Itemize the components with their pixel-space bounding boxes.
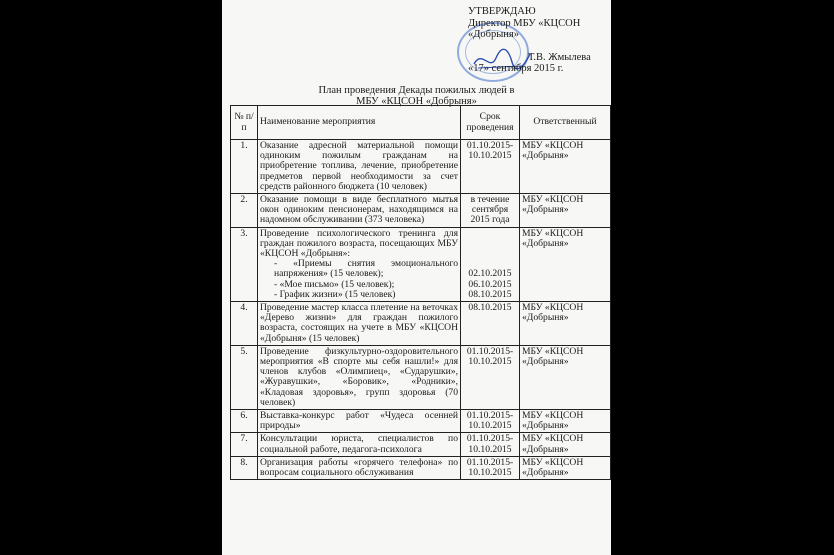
row-name: Оказание адресной материальной помощи одиноким пожилым гражданам на приобретение топлива, лечение, приобретение предметов первой необходимости за счет средств районного бюджета (10 человек)	[258, 140, 461, 194]
row-responsible: МБУ «КЦСОН «Добрыня»	[520, 433, 611, 456]
row-date: 01.10.2015-10.10.2015	[461, 433, 520, 456]
row-subitem: - «Приемы снятия эмоционального напряжения» (15 человек);	[274, 258, 458, 280]
title-line-2: МБУ «КЦСОН «Добрыня»	[356, 96, 477, 107]
approval-org: «Добрыня»	[468, 29, 520, 40]
row-number: 8.	[231, 456, 258, 479]
row-number: 2.	[231, 194, 258, 228]
row-date: 01.10.2015-10.10.2015	[461, 410, 520, 433]
row-responsible: МБУ «КЦСОН «Добрыня»	[520, 194, 611, 228]
row-date: в течение сентября 2015 года	[461, 194, 520, 228]
row-responsible: МБУ «КЦСОН «Добрыня»	[520, 302, 611, 346]
row-name-intro: Проведение психологического тренинга для граждан пожилого возраста, посещающих МБУ «КЦСОН «Добрыня»:	[260, 227, 458, 260]
row-subitem: - График жизни» (15 человек)	[274, 288, 396, 300]
row-date: 08.10.2015	[468, 288, 512, 300]
row-date: 06.10.2015	[468, 278, 512, 290]
approval-position: Директор МБУ «КЦСОН	[468, 17, 581, 29]
header-responsible: Ответственный	[520, 106, 611, 140]
header-date: Срок проведения	[461, 106, 520, 140]
row-date: 01.10.2015-10.10.2015	[461, 456, 520, 479]
table-row	[231, 433, 611, 456]
row-number: 6.	[231, 410, 258, 433]
header-number: № п/п	[231, 106, 258, 140]
document-page	[222, 0, 611, 555]
table-row	[231, 302, 611, 346]
row-subitem: - «Мое письмо» (15 человек);	[274, 278, 395, 290]
row-name: Проведение физкультурно-оздоровительного мероприятия «В спорте мы себя нашли!» для членов клубов «Олимпиец», «Сударушки», «Журавушки», «Боровик», «Родники», «Кладовая здоровья», групп здоровья (70 человек)	[258, 345, 461, 409]
approval-date: «17» сентября 2015 г.	[468, 63, 564, 74]
title-line-1: План проведения Декады пожилых людей в	[318, 85, 515, 96]
table-row	[231, 140, 611, 194]
row-name: Выставка-конкурс работ «Чудеса осенней природы»	[258, 410, 461, 433]
approval-heading: УТВЕРЖДАЮ	[468, 6, 536, 17]
row-date: 01.10.2015-10.10.2015	[461, 345, 520, 409]
row-number: 3.	[231, 227, 258, 301]
approval-signer: Т.В. Жмылева	[528, 51, 591, 63]
table-header-row	[231, 106, 611, 140]
row-date: 01.10.2015-10.10.2015	[461, 140, 520, 194]
row-name: Консультации юриста, специалистов по социальной работе, педагога-психолога	[258, 433, 461, 456]
events-table	[230, 105, 611, 480]
row-date: 08.10.2015	[461, 302, 520, 346]
row-name: Оказание помощи в виде бесплатного мытья окон одиноким пенсионерам, находящимся на надомном обслуживании (373 человека)	[258, 194, 461, 228]
row-number: 4.	[231, 302, 258, 346]
table-row	[231, 345, 611, 409]
row-responsible: МБУ «КЦСОН «Добрыня»	[520, 345, 611, 409]
row-number: 1.	[231, 140, 258, 194]
row-name: Проведение мастер класса плетение на веточках «Дерево жизни» для граждан пожилого возраста, состоящих на учете в МБУ «КЦСОН «Добрыня» (15 человек)	[258, 302, 461, 346]
page-title	[222, 85, 611, 107]
row-responsible: МБУ «КЦСОН «Добрыня»	[520, 140, 611, 194]
row-responsible: МБУ «КЦСОН «Добрыня»	[520, 456, 611, 479]
row-responsible: МБУ «КЦСОН «Добрыня»	[520, 410, 611, 433]
table-row	[231, 227, 611, 301]
approval-block	[468, 6, 591, 75]
table-row	[231, 456, 611, 479]
row-number: 7.	[231, 433, 258, 456]
row-date: 02.10.2015	[468, 268, 512, 280]
table-row	[231, 194, 611, 228]
header-name: Наименование мероприятия	[258, 106, 461, 140]
row-name	[258, 227, 461, 301]
row-responsible: МБУ «КЦСОН «Добрыня»	[520, 227, 611, 301]
table-row	[231, 410, 611, 433]
row-dates	[461, 227, 520, 301]
row-name: Организация работы «горячего телефона» по вопросам социального обслуживания	[258, 456, 461, 479]
row-number: 5.	[231, 345, 258, 409]
